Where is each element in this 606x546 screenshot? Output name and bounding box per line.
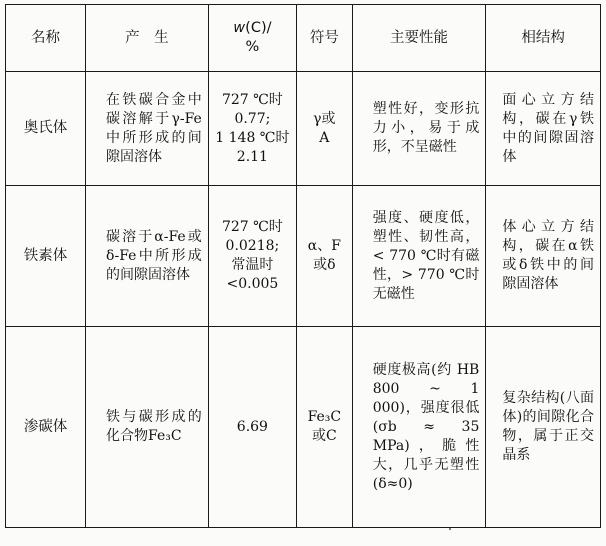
header-name: 名称 xyxy=(6,5,86,72)
cell-structure xyxy=(486,327,601,528)
cell-performance xyxy=(352,186,486,327)
header-performance: 主要性能 xyxy=(352,5,486,72)
cell-carbon-text: 727 ℃时 0.0218; 常温时 <0.005 xyxy=(221,219,283,292)
table-row xyxy=(6,327,601,528)
cell-structure xyxy=(486,186,601,327)
cell-origin-text: 碳溶于α-Fe或δ-Fe中所形成的间隙固溶体 xyxy=(106,228,202,283)
cell-structure-text: 体心立方结构，碳在α铁或δ铁中的间隙固溶体 xyxy=(502,219,594,292)
header-carbon-content xyxy=(208,5,296,72)
cell-structure-text: 面心立方结构，碳在γ铁中的间隙固溶体 xyxy=(502,91,594,165)
table-row xyxy=(6,186,601,327)
scan-speck xyxy=(449,528,451,530)
header-carbon-symbol: w xyxy=(233,20,246,36)
cell-performance-text: 强度、硬度低，塑性、韧性高，< 770 ℃时有磁性，> 770 ℃时无磁性 xyxy=(372,209,480,302)
cell-carbon xyxy=(208,72,296,186)
table-body xyxy=(6,72,601,528)
cell-performance-text: 塑性好，变形抗力小，易于成形，不呈磁性 xyxy=(372,101,480,155)
cell-name: 渗碳体 xyxy=(6,327,86,528)
cell-carbon xyxy=(208,186,296,327)
cell-origin xyxy=(86,327,209,528)
header-origin: 产 生 xyxy=(86,5,209,72)
cell-symbol xyxy=(296,72,352,186)
cell-origin-text: 铁与碳形成的化合物Fe₃C xyxy=(106,409,202,444)
cell-carbon xyxy=(208,327,296,528)
cell-symbol-text: α、F 或δ xyxy=(307,238,341,273)
cell-origin-text: 在铁碳合金中碳溶解于γ-Fe中所形成的间隙固溶体 xyxy=(106,91,202,165)
cell-name: 铁素体 xyxy=(6,186,86,327)
header-row xyxy=(6,5,601,72)
cell-structure-text: 复杂结构(八面体)的间隙化合物，属于正交晶系 xyxy=(502,390,594,463)
cell-structure xyxy=(486,72,601,186)
cell-origin xyxy=(86,186,209,327)
cell-name: 奥氏体 xyxy=(6,72,86,186)
cell-carbon-text: 727 ℃时 0.77; 1 148 ℃时 2.11 xyxy=(215,91,290,165)
cell-symbol xyxy=(296,186,352,327)
header-structure: 相结构 xyxy=(486,5,601,72)
cell-performance xyxy=(352,72,486,186)
header-symbol: 符号 xyxy=(296,5,352,72)
table-header xyxy=(6,5,601,72)
iron-carbon-phases-table xyxy=(5,4,601,528)
cell-symbol-text: Fe₃C 或C xyxy=(307,409,342,444)
cell-performance-text: 硬度极高(约 HB 800 ~ 1 000)，强度很低(σb ≈ 35 MPa)，脆性大，几乎无塑性(δ≈0) xyxy=(372,361,480,492)
table-row xyxy=(6,72,601,186)
header-carbon-unit: (C)/ % xyxy=(245,20,272,55)
cell-symbol xyxy=(296,327,352,528)
cell-performance xyxy=(352,327,486,528)
cell-symbol-text: γ或 A xyxy=(313,110,336,146)
cell-origin xyxy=(86,72,209,186)
cell-carbon-text: 6.69 xyxy=(236,418,268,435)
